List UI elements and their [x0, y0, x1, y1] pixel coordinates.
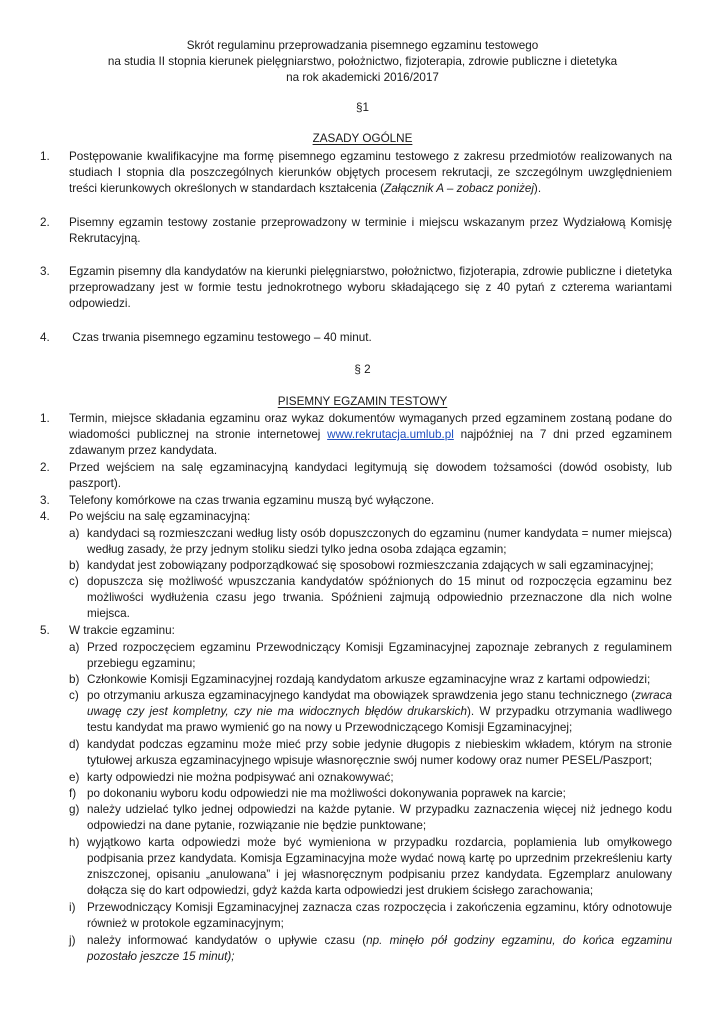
s2-4c-text: dopuszcza się możliwość wpuszczania kandydatów spóźnionych do 15 minut od rozpoczęcia egzaminu bez możliwości wydłużenia czasu jego trwania. Spóźnieni zajmują odpowiednio przeznaczone dla nich wolne miejsca.: [87, 575, 672, 620]
s2-5h-letter: h): [69, 836, 80, 849]
s2-5h-text: wyjątkowo karta odpowiedzi może być wymieniona w przypadku rozdarcia, poplamienia lub omyłkowego podpisania przez kandydata. Komisja Egzaminacyjna może wydać nową kartę po uprzednim przekreśleniu karty zniszczonej, opisaniu „anulowana” i jej własnoręcznym podpisaniu przez kandydata. Egzemplarz anulowany dołącza się do kart odpowiedzi, gdyż każda karta odpowiedzi jest drukiem ścisłego zarachowania;: [87, 836, 672, 897]
s2-item-2-text: Przed wejściem na salę egzaminacyjną kandydaci legitymują się dowodem tożsamości (dowód osobisty, lub paszport).: [69, 461, 672, 490]
doc-title-line-2: na studia II stopnia kierunek pielęgniarstwo, położnictwo, fizjoterapia, zdrowie publiczne i dietetyka: [107, 55, 618, 68]
s1-item-2-number: 2.: [40, 216, 50, 229]
s2-5j-text: [87, 933, 672, 965]
s1-item-4-text: Czas trwania pisemnego egzaminu testowego – 40 minut.: [69, 331, 372, 344]
s2-item-4-text: Po wejściu na salę egzaminacyjną:: [69, 510, 251, 523]
section-1-mark: §1: [355, 101, 369, 114]
doc-title-line-3: na rok akademicki 2016/2017: [286, 71, 439, 84]
s1-item-4-number: 4.: [40, 331, 50, 344]
s1-item-3-number: 3.: [40, 265, 50, 278]
s2-5i-text: Przewodniczący Komisji Egzaminacyjnej zaznacza czas rozpoczęcia i zakończenia egzaminu, który odnotowuje również w protokole egzaminacyjnym;: [87, 901, 672, 930]
s2-5j-before: należy informować kandydatów o upływie czasu (: [87, 934, 367, 947]
s1-item-2-text: Pisemny egzamin testowy zostanie przeprowadzony w terminie i miejscu wskazanym przez Wydziałową Komisję Rekrutacyjną.: [69, 216, 672, 245]
s2-5e-text: karty odpowiedzi nie można podpisywać ani oznakowywać;: [87, 771, 394, 784]
doc-title-line-1: Skrót regulaminu przeprowadzania pisemnego egzaminu testowego: [186, 39, 539, 52]
s2-item-3-text: Telefony komórkowe na czas trwania egzaminu muszą być wyłączone.: [69, 494, 435, 507]
s1-item-3-text: Egzamin pisemny dla kandydatów na kierunki pielęgniarstwo, położnictwo, fizjoterapia, zdrowie publiczne i dietetyka przeprowadzany jest w formie testu jednokrotnego wyboru składającego się z 40 pytań z czterema wariantami odpowiedzi.: [69, 265, 672, 310]
s2-item-1-text: [69, 411, 672, 459]
s2-4a-letter: a): [69, 527, 80, 540]
s2-item-4-number: 4.: [40, 510, 50, 523]
s2-5g-text: należy udzielać tylko jednej odpowiedzi na każde pytanie. W przypadku zaznaczenia więcej niż jednego kodu odpowiedzi na dane pytanie, rozwiązanie nie będzie punktowane;: [87, 803, 672, 832]
s2-item-2-number: 2.: [40, 461, 50, 474]
s2-5b-text: Członkowie Komisji Egzaminacyjnej rozdają kandydatom arkusze egzaminacyjne wraz z kartami odpowiedzi;: [87, 673, 651, 686]
s2-5j-italic: np. minęło pół godziny egzaminu, do końca egzaminu pozostało jeszcze 15 minut);: [87, 934, 672, 963]
s2-5b-letter: b): [69, 673, 80, 686]
s1-item-1-after: ).: [533, 182, 542, 195]
s2-5a-text: Przed rozpoczęciem egzaminu Przewodniczący Komisji Egzaminacyjnej zapoznaje zebranych z regulaminem przebiegu egzaminu;: [87, 641, 672, 670]
s2-4c-letter: c): [69, 575, 79, 588]
s2-item-1-number: 1.: [40, 412, 50, 425]
s2-5c-after: ). W przypadku otrzymania wadliwego testu kandydat ma prawo wymienić go na nowy u Przewodniczącego Komisji Egzaminacyjnej;: [87, 705, 672, 734]
s1-item-1-number: 1.: [40, 150, 50, 163]
section-2-mark: § 2: [354, 363, 371, 376]
s1-item-1-italic: Załącznik A – zobacz poniżej: [384, 182, 534, 195]
s2-item-1-before: Termin, miejsce składania egzaminu oraz wykaz dokumentów wymaganych przed egzaminem zostaną podane do wiadomości publicznej na stronie internetowej: [69, 412, 672, 441]
section-2-title: [0, 394, 725, 410]
s1-item-1-body: Postępowanie kwalifikacyjne ma formę pisemnego egzaminu testowego z zakresu przedmiotów realizowanych na studiach I stopnia dla poszczególnych kierunków objętych procesem rekrutacji, ze szczególnym uwzględnieniem treści kierunkowych określonych w standardach kształcenia (: [69, 150, 672, 195]
s2-4b-letter: b): [69, 559, 80, 572]
s2-item-3-number: 3.: [40, 494, 50, 507]
s2-5c-text: [87, 688, 672, 736]
section-1-title: [0, 131, 725, 147]
s2-4a-text: kandydaci są rozmieszczani według listy osób dopuszczonych do egzaminu (numer kandydata = numer miejsca) według zasady, że przy jednym stoliku siedzi tylko jedna osoba zdająca egzamin;: [87, 527, 672, 556]
s2-4b-text: kandydat jest zobowiązany podporządkować się sposobowi rozmieszczania zdających w sali egzaminacyjnej;: [87, 559, 654, 572]
s2-5j-letter: j): [69, 934, 76, 947]
s2-5c-before: po otrzymaniu arkusza egzaminacyjnego kandydat ma obowiązek sprawdzenia jego stanu technicznego (: [87, 689, 635, 702]
s1-item-1-text: [69, 149, 672, 197]
s2-item-1-after: najpóźniej na 7 dni przed egzaminem zdawanym przez kandydata.: [69, 428, 672, 457]
s2-5d-text: kandydat podczas egzaminu może mieć przy sobie jedynie długopis z niebieskim wkładem, którym na stronie tytułowej arkusza egzaminacyjnego wpisuje własnoręcznie swój numer kodowy oraz numer PESEL/Paszport;: [87, 738, 672, 767]
s2-5i-letter: i): [69, 901, 76, 914]
s2-item-5-text: W trakcie egzaminu:: [69, 624, 175, 637]
section-2-title-text: PISEMNY EGZAMIN TESTOWY: [277, 395, 448, 408]
s2-5f-text: po dokonaniu wyboru kodu odpowiedzi nie ma możliwości dokonywania poprawek na karcie;: [87, 787, 566, 800]
s2-item-5-number: 5.: [40, 624, 50, 637]
s2-5c-italic: zwraca uwagę czy jest kompletny, czy nie ma widocznych błędów drukarskich: [87, 689, 672, 718]
s2-5f-letter: f): [69, 787, 77, 800]
s2-5d-letter: d): [69, 738, 80, 751]
s2-5g-letter: g): [69, 803, 80, 816]
s2-5a-letter: a): [69, 641, 80, 654]
s2-5c-letter: c): [69, 689, 79, 702]
rekrutacja-link[interactable]: www.rekrutacja.umlub.pl: [327, 428, 454, 441]
s2-5e-letter: e): [69, 771, 80, 784]
section-1-title-text: ZASADY OGÓLNE: [312, 132, 413, 145]
